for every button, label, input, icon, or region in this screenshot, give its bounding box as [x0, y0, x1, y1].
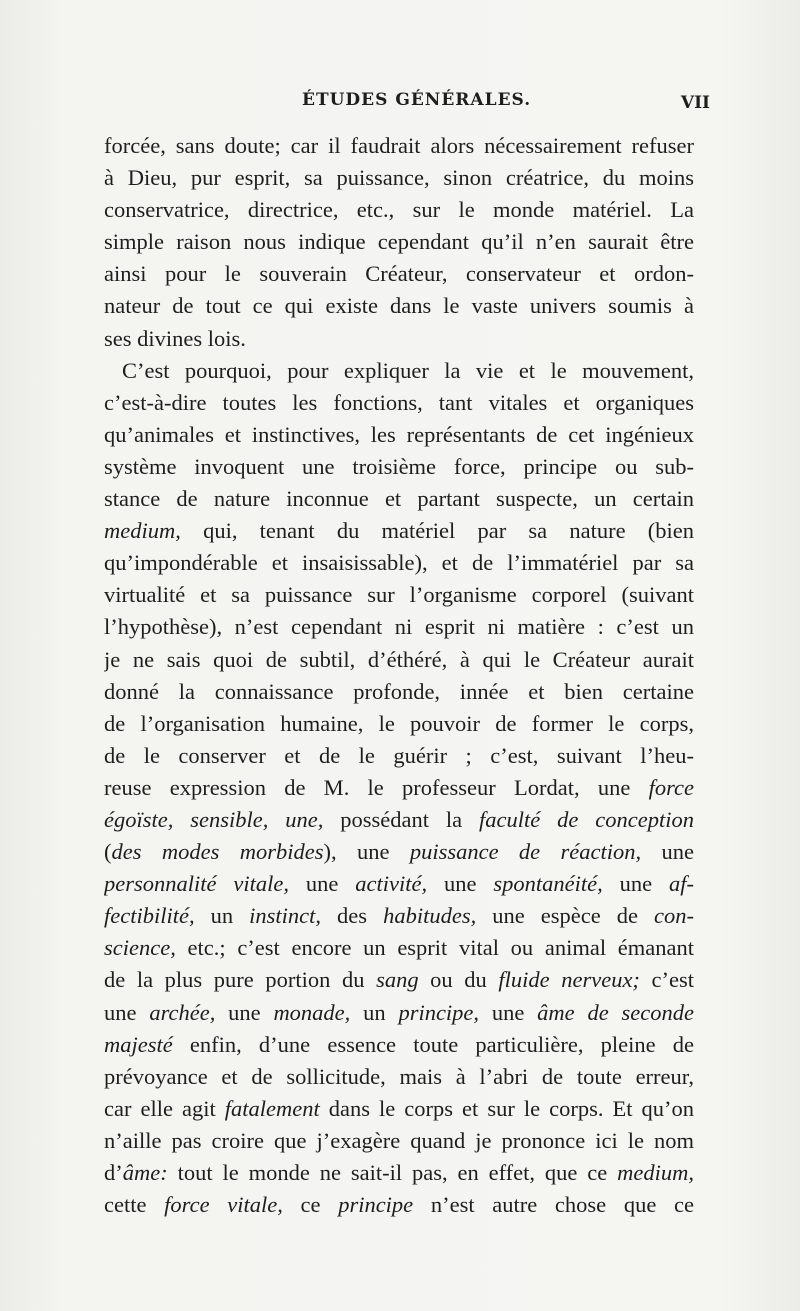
- text-line: [104, 644, 694, 676]
- text-line: [104, 997, 694, 1029]
- italic-run: instinct,: [249, 903, 322, 929]
- text-run: ce: [282, 1192, 339, 1218]
- text-line: [104, 130, 694, 162]
- text-run: qu’impondérable et insaisissable), et de l’immatériel par sa: [104, 550, 694, 576]
- italic-run: des modes morbides: [111, 839, 324, 865]
- italic-run: âme de seconde: [537, 999, 694, 1025]
- text-line: [104, 355, 694, 387]
- text-run: conservatrice, directrice, etc., sur le monde matériel. La: [104, 197, 694, 223]
- italic-run: con-: [654, 903, 694, 929]
- text-run: n’aille pas croire que j’exagère quand je prononce ici le nom: [104, 1127, 694, 1153]
- text-line: [104, 451, 694, 483]
- italic-run: principe,: [398, 999, 480, 1025]
- text-run: forcée, sans doute; car il faudrait alors nécessairement refuser: [104, 133, 694, 158]
- italic-run: habitudes,: [383, 903, 477, 929]
- text-line: [104, 387, 694, 419]
- text-run: de l’organisation humaine, le pouvoir de former le corps,: [104, 710, 694, 736]
- text-line: [104, 964, 694, 996]
- italic-run: af-: [668, 871, 694, 897]
- text-run: ainsi pour le souverain Créateur, conservateur et ordon-: [104, 261, 694, 287]
- text-line: [104, 483, 694, 515]
- text-run: une: [427, 871, 494, 897]
- text-line: [104, 868, 694, 900]
- text-run: de le conserver et de le guérir ; c’est, suivant l’heu-: [104, 742, 694, 768]
- text-run: à Dieu, pur esprit, sa puissance, sinon créatrice, du moins: [104, 165, 694, 191]
- text-run: (: [104, 839, 112, 865]
- text-run: C’est pourquoi, pour expliquer la vie et le mouvement,: [122, 357, 694, 383]
- italic-run: puissance de réaction,: [409, 839, 642, 865]
- text-line: [104, 290, 694, 322]
- text-run: stance de nature inconnue et partant suspecte, un certain: [104, 486, 694, 512]
- text-run: qui, tenant du matériel par sa nature (bien: [180, 518, 694, 544]
- text-run: c’est: [639, 967, 694, 993]
- text-line: [104, 323, 694, 355]
- italic-run: faculté de conception: [479, 806, 694, 832]
- text-run: virtualité et sa puissance sur l’organisme corporel (suivant: [104, 582, 694, 608]
- text-run: prévoyance et de sollicitude, mais à l’abri de toute erreur,: [104, 1063, 694, 1089]
- text-line: [104, 419, 694, 451]
- italic-run: force vitale,: [164, 1192, 283, 1218]
- text-run: un: [350, 999, 399, 1025]
- text-line: [104, 1093, 694, 1125]
- text-run: enfin, d’une essence toute particulière, pleine de: [172, 1031, 694, 1057]
- running-head: ÉTUDES GÉNÉRALES.: [302, 90, 532, 110]
- italic-run: fectibilité,: [104, 903, 195, 929]
- text-run: tout le monde ne sait-il pas, en effet, que ce: [167, 1160, 618, 1185]
- text-line: [104, 836, 694, 868]
- text-line: [104, 258, 694, 290]
- text-run: nateur de tout ce qui existe dans le vaste univers soumis à: [104, 293, 694, 319]
- text-run: une: [104, 999, 150, 1025]
- text-run: des: [321, 903, 384, 929]
- italic-run: principe: [338, 1192, 414, 1218]
- text-line: [104, 547, 694, 579]
- text-run: donné la connaissance profonde, innée et bien certaine: [104, 678, 694, 704]
- text-line: [104, 900, 694, 932]
- text-line: [104, 804, 694, 836]
- text-line: [104, 708, 694, 740]
- text-run: l’hypothèse), n’est cependant ni esprit ni matière : c’est un: [104, 614, 694, 640]
- text-line: [104, 1029, 694, 1061]
- text-run: une: [641, 839, 694, 865]
- page-header: [104, 88, 710, 118]
- text-line: [104, 226, 694, 258]
- text-run: de la plus pure portion du: [104, 967, 377, 993]
- text-run: reuse expression de M. le professeur Lordat, une: [104, 774, 649, 800]
- text-run: car elle agit: [104, 1095, 225, 1121]
- text-run: qu’animales et instinctives, les représentants de cet ingénieux: [104, 421, 694, 447]
- italic-run: personnalité vitale,: [104, 871, 289, 897]
- text-line: [104, 194, 694, 226]
- text-run: cette: [104, 1192, 165, 1218]
- italic-run: medium,: [104, 518, 181, 544]
- italic-run: majesté: [104, 1031, 173, 1057]
- text-run: c’est-à-dire toutes les fonctions, tant vitales et organiques: [104, 389, 694, 415]
- italic-run: monade,: [273, 999, 351, 1025]
- text-run: un: [194, 903, 250, 929]
- italic-run: fatalement: [224, 1095, 320, 1121]
- italic-run: science,: [104, 935, 176, 961]
- text-run: ses divines lois.: [104, 325, 246, 351]
- italic-run: âme:: [122, 1160, 168, 1185]
- page-number: VII: [680, 93, 710, 113]
- italic-run: force: [648, 774, 694, 800]
- text-run: une espèce de: [476, 903, 655, 929]
- text-line: [104, 1189, 694, 1221]
- text-run: n’est autre chose que ce: [413, 1192, 694, 1218]
- text-line: [104, 772, 694, 804]
- italic-run: spontanéité,: [493, 871, 603, 897]
- text-line: [104, 932, 694, 964]
- italic-run: égoïste, sensible, une,: [104, 806, 324, 832]
- text-line: [104, 1157, 694, 1189]
- text-line: [104, 579, 694, 611]
- text-line: [104, 515, 694, 547]
- text-run: une: [602, 871, 669, 897]
- text-run: dans le corps et sur le corps. Et qu’on: [319, 1095, 694, 1121]
- text-run: une: [215, 999, 274, 1025]
- text-run: ), une: [323, 839, 410, 865]
- text-line: [104, 611, 694, 643]
- text-run: ou du: [418, 967, 499, 993]
- text-run: une: [288, 871, 356, 897]
- text-run: simple raison nous indique cependant qu’il n’en saurait être: [104, 229, 694, 255]
- italic-run: archée,: [149, 999, 216, 1025]
- text-line: [104, 676, 694, 708]
- body-text: [104, 130, 694, 1221]
- text-run: etc.; c’est encore un esprit vital ou animal émanant: [175, 935, 694, 961]
- text-run: je ne sais quoi de subtil, d’éthéré, à qui le Créateur aurait: [104, 646, 694, 672]
- italic-run: medium,: [617, 1160, 694, 1185]
- text-run: système invoquent une troisième force, principe ou sub-: [104, 453, 694, 479]
- text-line: [104, 1061, 694, 1093]
- text-line: [104, 740, 694, 772]
- italic-run: fluide nerveux;: [498, 967, 640, 993]
- text-line: [104, 162, 694, 194]
- text-run: une: [479, 999, 538, 1025]
- text-run: possédant la: [323, 806, 480, 832]
- text-line: [104, 1125, 694, 1157]
- italic-run: sang: [376, 967, 419, 993]
- italic-run: activité,: [355, 871, 428, 897]
- text-run: d’: [104, 1160, 123, 1185]
